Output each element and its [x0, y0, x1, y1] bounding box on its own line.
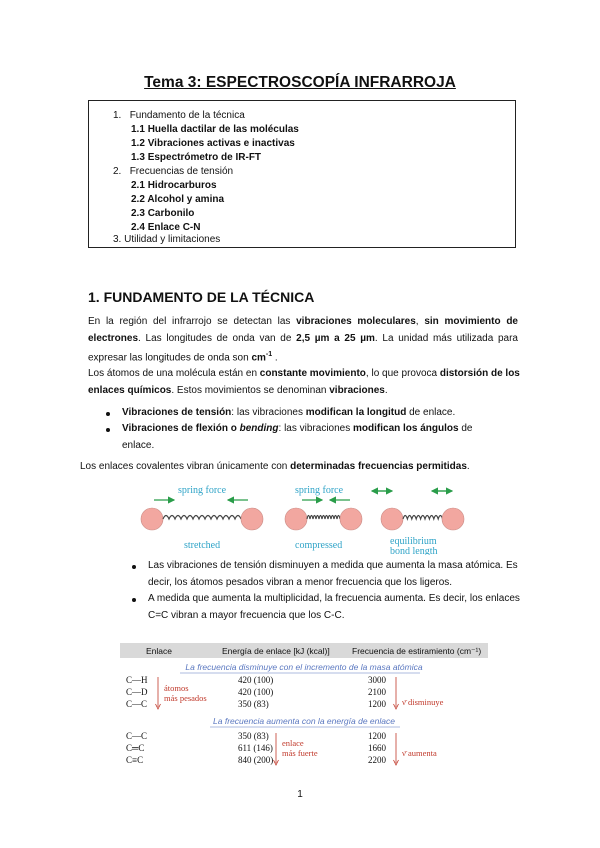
- trend-increases: ν̄ aumenta: [402, 748, 437, 758]
- trend-decreases: ν̄ disminuye: [402, 697, 444, 707]
- label-spring-force-2: spring force: [295, 485, 344, 496]
- atom: [285, 508, 307, 530]
- bond-frequency-table: [120, 643, 488, 771]
- cell-bond: C—H: [126, 675, 148, 685]
- toc-item-2-4: 2.4 Enlace C-N: [131, 222, 201, 233]
- cell-energy: 350 (83): [238, 731, 269, 741]
- cell-frequency: 1200: [368, 731, 386, 741]
- note-heavier-atoms-2: más pesados: [164, 693, 207, 703]
- toc-item-1: 1. Fundamento de la técnica: [113, 110, 245, 121]
- cell-bond: C═C: [126, 743, 145, 753]
- bullet-dot: [106, 428, 110, 432]
- label-compressed: compressed: [295, 540, 343, 551]
- bullet-dot: [132, 565, 136, 569]
- toc-item-2-2: 2.2 Alcohol y amina: [131, 194, 225, 205]
- label-equilibrium: equilibrium: [390, 536, 437, 547]
- toc-item-1-1: 1.1 Huella dactilar de las moléculas: [131, 124, 299, 135]
- bullet-multiplicity: A medida que aumenta la multiplicidad, la frecuencia aumenta. Es decir, los enlaces C=C vibran a mayor frecuencia que los C-C.: [148, 593, 520, 621]
- label-bond-length: bond length: [390, 546, 438, 555]
- spring-equilibrium: [403, 516, 443, 520]
- cell-energy: 420 (100): [238, 687, 274, 697]
- note-heavier-atoms-1: átomos: [164, 683, 189, 693]
- bond-table-graphic: [120, 643, 488, 771]
- toc-item-2: 2. Frecuencias de tensión: [113, 166, 234, 177]
- bullet-dot: [106, 412, 110, 416]
- atom: [442, 508, 464, 530]
- toc-item-2-1: 2.1 Hidrocarburos: [131, 180, 217, 191]
- cell-bond: C—C: [126, 731, 148, 741]
- cell-frequency: 1200: [368, 699, 386, 709]
- table-of-contents: [88, 100, 516, 248]
- section-heading: 1. FUNDAMENTO DE LA TÉCNICA: [88, 289, 315, 305]
- atom: [340, 508, 362, 530]
- label-spring-force-1: spring force: [178, 485, 227, 496]
- cell-energy: 611 (146): [238, 743, 273, 753]
- toc-item-1-3: 1.3 Espectrómetro de IR-FT: [131, 152, 262, 163]
- bullet-tension: Vibraciones de tensión: las vibraciones modifican la longitud de enlace.: [122, 407, 456, 418]
- paragraph-infrared-region: En la región del infrarrojo se detectan las vibraciones moleculares, sin movimiento de electrones. Las longitudes de onda van de 2,5 µm a 25 µm. La unidad más utilizada para expresar las longitudes de onda son $cm^{-1}$ .: [88, 316, 518, 364]
- cell-bond: C≡C: [126, 755, 144, 765]
- note-stronger-bond-1: enlace: [282, 738, 304, 748]
- cell-energy: 840 (200): [238, 755, 274, 765]
- bullet-bending: Vibraciones de flexión o bending: las vibraciones modifican los ángulos de enlace.: [122, 423, 473, 451]
- paragraph-atoms-movement: Los átomos de una molécula están en constante movimiento, lo que provoca distorsión de los enlaces químicos. Estos movimientos se denominan vibraciones.: [88, 368, 520, 396]
- toc-item-3: 3. Utilidad y limitaciones: [113, 234, 221, 245]
- page-number: 1: [297, 789, 303, 800]
- cell-frequency: 2200: [368, 755, 386, 765]
- bullet-dot: [132, 598, 136, 602]
- header-bond: Enlace: [146, 646, 172, 656]
- paragraph-covalent-bonds: Los enlaces covalentes vibran únicamente con determinadas frecuencias permitidas.: [80, 461, 470, 472]
- toc-item-2-3: 2.3 Carbonilo: [131, 208, 195, 219]
- cell-bond: C—C: [126, 699, 148, 709]
- atom: [141, 508, 163, 530]
- label-stretched: stretched: [184, 540, 221, 551]
- toc-item-1-2: 1.2 Vibraciones activas e inactivas: [131, 138, 295, 149]
- cell-energy: 420 (100): [238, 675, 274, 685]
- cell-energy: 350 (83): [238, 699, 269, 709]
- cell-frequency: 1660: [368, 743, 386, 753]
- cell-frequency: 3000: [368, 675, 386, 685]
- caption-mass: La frecuencia disminuye con el incremento de la masa atómica: [185, 662, 423, 672]
- page-title: Tema 3: ESPECTROSCOPÍA INFRARROJA: [144, 74, 456, 91]
- spring-stretched: [163, 516, 241, 520]
- spring-compressed: [307, 516, 340, 520]
- spring-vibration-figure: [140, 483, 470, 555]
- caption-energy: La frecuencia aumenta con la energía de enlace: [213, 716, 395, 726]
- atom: [241, 508, 263, 530]
- spring-diagram: [140, 483, 470, 555]
- atom: [381, 508, 403, 530]
- cell-bond: C—D: [126, 687, 148, 697]
- cell-frequency: 2100: [368, 687, 386, 697]
- header-energy: Energía de enlace [kJ (kcal)]: [222, 646, 330, 656]
- bullet-mass: Las vibraciones de tensión disminuyen a medida que aumenta la masa atómica. Es decir, los átomos pesados vibran a menor frecuencia que los ligeros.: [148, 560, 518, 588]
- header-frequency: Frecuencia de estiramiento (cm⁻¹): [352, 646, 482, 656]
- note-stronger-bond-2: más fuerte: [282, 748, 318, 758]
